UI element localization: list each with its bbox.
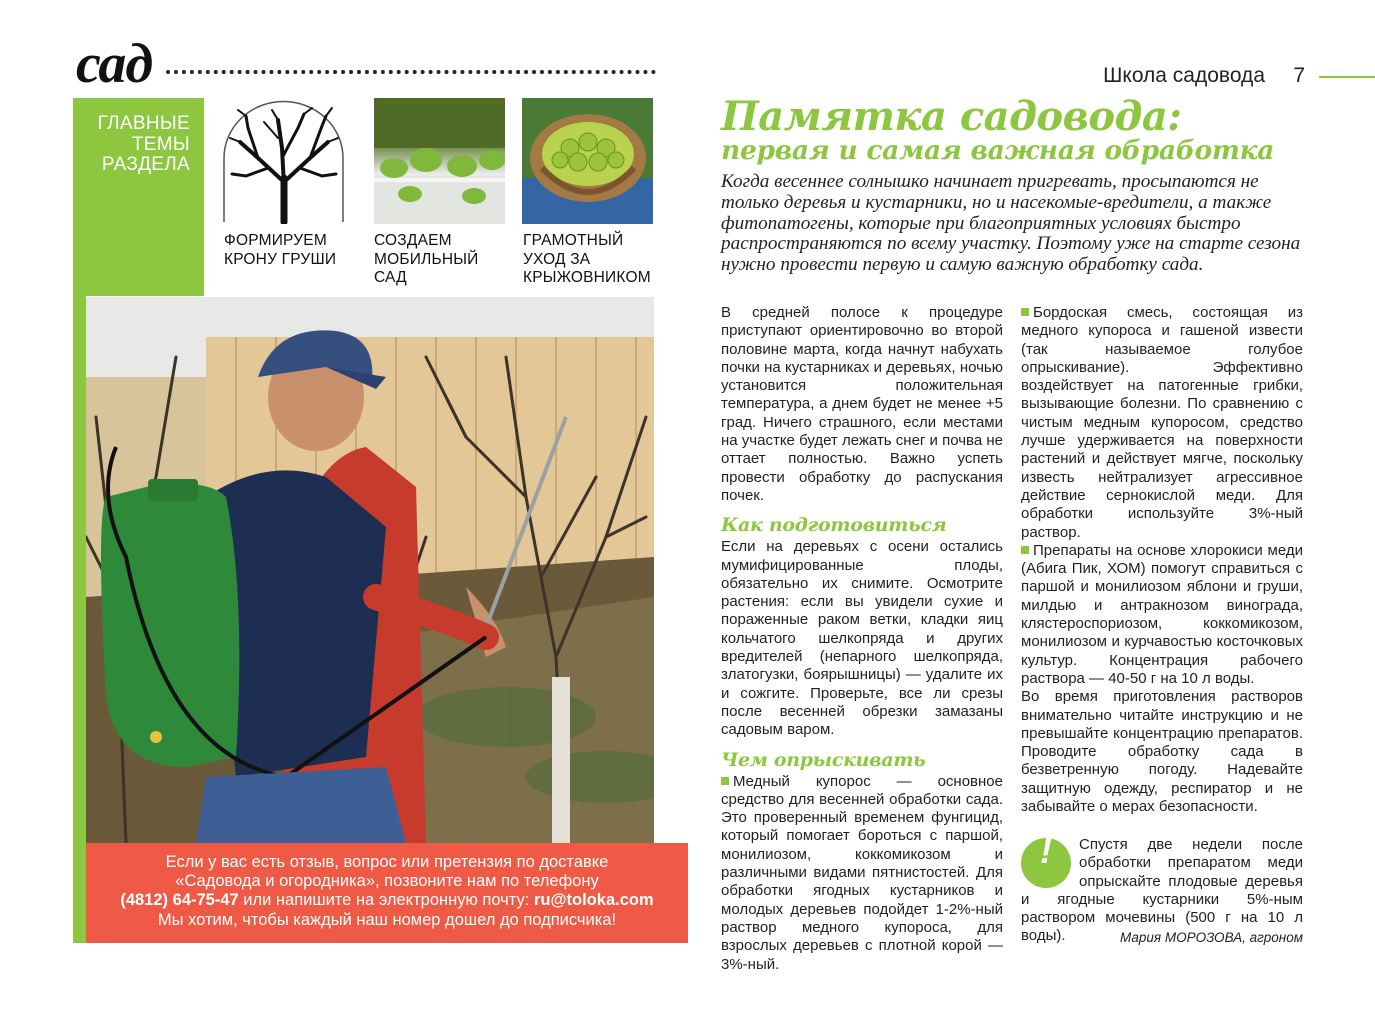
- bullet-copper-sulfate-text: Медный купорос — основное средство для весенней обработки сада. Это проверенный временем фунгицид, который помогает бороться с паршой, монилиозом, коккомикозом и различными видами пятнистостей. Для обработки ягодных кустарников и молодых деревьев подойдет 1-2%-ный раствор медного купороса, для взрослых деревьев с плотной корой — 3%-ный.: [721, 772, 1003, 973]
- bullet-icon: [1021, 546, 1029, 554]
- rubric-title: Школа садовода: [1103, 64, 1265, 87]
- exclamation-mark: !: [1040, 830, 1052, 871]
- bullet-copper-sulfate: [721, 773, 1003, 974]
- contact-line-2: «Садовода и огородника», позвоните нам по телефону: [175, 872, 599, 891]
- prepare-paragraph: Если на деревьях с осени остались мумифицированные плоды, обязательно их снимите. Осмотрите растения: если вы увидели сухие и пораженные раком ветки, кладки яиц кольчатого шелкопряда и других вредителей (непарного шелкопряда, златогузки, боярышницы) — удалите их и сожгите. Проверьте, все ли срезы после весенней обрезки замазаны садовым варом.: [721, 538, 1003, 739]
- bullet-bordeaux: [1021, 304, 1303, 542]
- bullet-bordeaux-text: Бордоская смесь, состоящая из медного купороса и гашеной извести (так называемое голубое опрыскивание). Эффективно воздействует на патогенные грибки, вызывающие болезни. По сравнению с чистым медным купоросом, средство лучше удерживается на поверхности растений и действует мягче, поскольку известь нейтрализует агрессивное действие сернокислой меди. Для обработки используйте 3%-ный раствор.: [1021, 304, 1303, 541]
- section-title: сад: [76, 33, 153, 95]
- contact-line-3: [86, 891, 688, 910]
- bullet-copper-oxychloride: [1021, 542, 1303, 688]
- article-title: Памятка садовода:: [721, 93, 1182, 140]
- safety-paragraph: Во время приготовления растворов внимательно читайте инструкцию и не превышайте концентрацию препаратов. Проводите обработку сада в безветренную погоду. Надевайте защитную одежду, респиратор и не забывайте о мерах безопасности.: [1021, 688, 1303, 816]
- author-credit: Мария МОРОЗОВА, агроном: [1119, 930, 1303, 945]
- topic-caption-mobile-garden[interactable]: СОЗДАЕМ МОБИЛЬНЫЙ САД: [374, 232, 479, 286]
- mobile-garden-photo[interactable]: [374, 98, 505, 224]
- phone-link[interactable]: (4812) 64-75-47: [120, 891, 239, 910]
- tip-text: Спустя две недели после обработки препаратом меди опрыскайте плодовые деревья и ягодные кустарники 5%-ным раствором мочевины (500 г на 10 л воды).: [1021, 836, 1303, 945]
- gardener-spraying-photo: [86, 297, 654, 843]
- contact-line-4: Мы хотим, чтобы каждый наш номер дошел до подписчика!: [157, 910, 617, 929]
- article-subtitle: первая и самая важная обработка: [721, 135, 1275, 166]
- dotted-divider: [166, 70, 656, 74]
- email-link[interactable]: ru@toloka.com: [533, 891, 654, 910]
- contact-line-1: Если у вас есть отзыв, вопрос или претензия по доставке: [165, 853, 609, 871]
- page-number: 7: [1293, 64, 1305, 87]
- header-rule: [1319, 76, 1375, 78]
- contact-box: [86, 843, 688, 943]
- exclamation-icon: [1021, 830, 1071, 888]
- bullet-icon: [721, 777, 729, 785]
- article-lead: Когда весеннее солнышко начинает пригревать, просыпаются не только деревья и кустарники, но и насекомые-вредители, а также фитопатогены, которые при благоприятных условиях быстро распространяются по всему участку. Поэтому уже на старте сезона нужно провести первую и самую важную обработку сада.: [721, 171, 1301, 276]
- bullet-copper-oxychloride-text: Препараты на основе хлорокиси меди (Абига Пик, ХОМ) помогут справиться с паршой и монилиозом яблони и груши, милдью и антракнозом винограда, клястероспориозом, коккомикозом, монилиозом и курчавостью косточковых культур. Концентрация рабочего раствора — 40-50 г на 10 л воды.: [1021, 541, 1303, 687]
- gooseberry-basket-photo[interactable]: [522, 98, 653, 224]
- article-column-right: [1021, 304, 1303, 816]
- page-header: [735, 64, 1375, 94]
- topics-label: ГЛАВНЫЕ ТЕМЫ РАЗДЕЛА: [97, 113, 190, 175]
- contact-line-3-text: или напишите на электронную почту:: [238, 891, 534, 910]
- heading-spray: Чем опрыскивать: [721, 748, 926, 771]
- article-column-left: [721, 304, 1003, 974]
- topic-caption-gooseberry[interactable]: ГРАМОТНЫЙ УХОД ЗА КРЫЖОВНИКОМ: [523, 232, 651, 286]
- intro-paragraph: В средней полосе к процедуре приступают ориентировочно во второй половине марта, когда начнут набухать почки на кустарниках и деревьях, ночью установится положительная температура, а днем будет не менее +5 град. Ничего страшного, если местами на участке будет лежать снег и почва не оттает полностью. Важно успеть провести обработку до распускания почек.: [721, 304, 1003, 504]
- topic-caption-pear[interactable]: ФОРМИРУЕМ КРОНУ ГРУШИ: [224, 232, 337, 268]
- bullet-icon: [1021, 308, 1029, 316]
- tree-crown-icon[interactable]: [218, 98, 349, 224]
- heading-prepare: Как подготовиться: [721, 514, 947, 537]
